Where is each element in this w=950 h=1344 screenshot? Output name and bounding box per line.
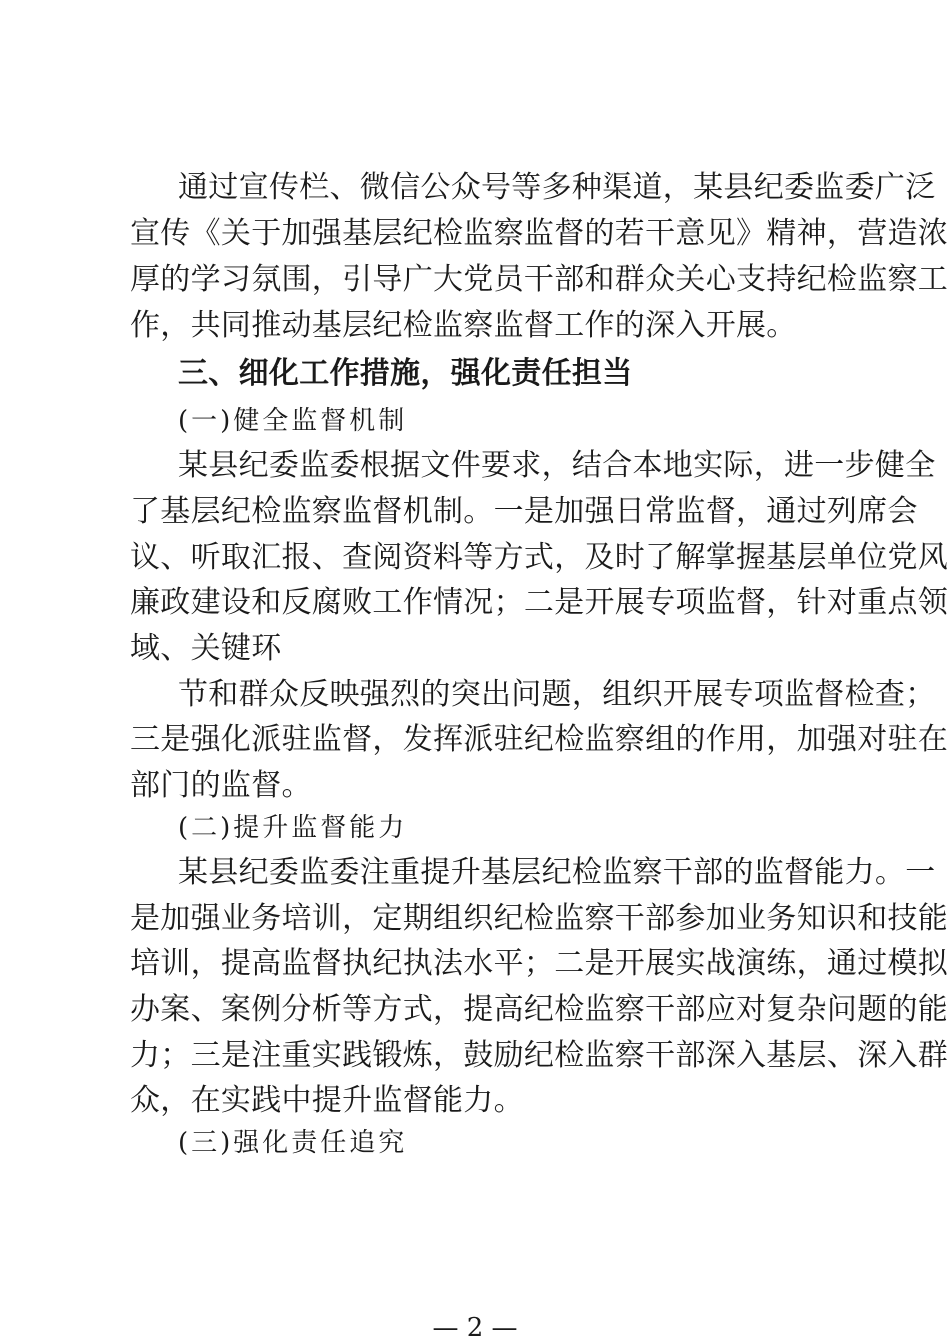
paragraph-line: 节和群众反映强烈的突出问题，组织开展专项监督检查； — [178, 677, 936, 712]
section-heading: 三、细化工作措施，强化责任担当 — [178, 356, 633, 391]
paragraph-line: 作，共同推动基层纪检监察监督工作的深入开展。 — [130, 308, 797, 343]
paragraph-line: 培训，提高监督执纪执法水平；二是开展实战演练，通过模拟 — [130, 946, 949, 981]
paragraph-line: 廉政建设和反腐败工作情况；二是开展专项监督，针对重点领 — [130, 585, 949, 620]
paragraph-line: 厚的学习氛围，引导广大党员干部和群众关心支持纪检监察工 — [130, 262, 949, 297]
paragraph-line: 众，在实践中提升监督能力。 — [130, 1083, 524, 1118]
paragraph-line: 域、关键环 — [130, 631, 282, 666]
subsection-heading: (一)健全监督机制 — [178, 406, 408, 436]
subsection-heading: (二)提升监督能力 — [178, 813, 408, 843]
paragraph-line: 某县纪委监委根据文件要求，结合本地实际，进一步健全 — [178, 448, 936, 483]
paragraph-line: 议、听取汇报、查阅资料等方式，及时了解掌握基层单位党风 — [130, 540, 949, 575]
paragraph-line: 三是强化派驻监督，发挥派驻纪检监察组的作用，加强对驻在 — [130, 722, 949, 757]
paragraph-line: 办案、案例分析等方式，提高纪检监察干部应对复杂问题的能 — [130, 992, 949, 1027]
subsection-heading: (三)强化责任追究 — [178, 1128, 408, 1158]
paragraph-line: 某县纪委监委注重提升基层纪检监察干部的监督能力。一 — [178, 855, 936, 890]
paragraph-line: 宣传《关于加强基层纪检监察监督的若干意见》精神，营造浓 — [130, 216, 949, 251]
paragraph-line: 力；三是注重实践锻炼，鼓励纪检监察干部深入基层、深入群 — [130, 1038, 949, 1073]
paragraph-line: 了基层纪检监察监督机制。一是加强日常监督，通过列席会 — [130, 494, 918, 529]
page-number: — 2 — — [432, 1313, 518, 1343]
paragraph-line: 通过宣传栏、微信公众号等多种渠道，某县纪委监委广泛 — [178, 170, 936, 205]
paragraph-line: 是加强业务培训，定期组织纪检监察干部参加业务知识和技能 — [130, 901, 949, 936]
paragraph-line: 部门的监督。 — [130, 768, 312, 803]
